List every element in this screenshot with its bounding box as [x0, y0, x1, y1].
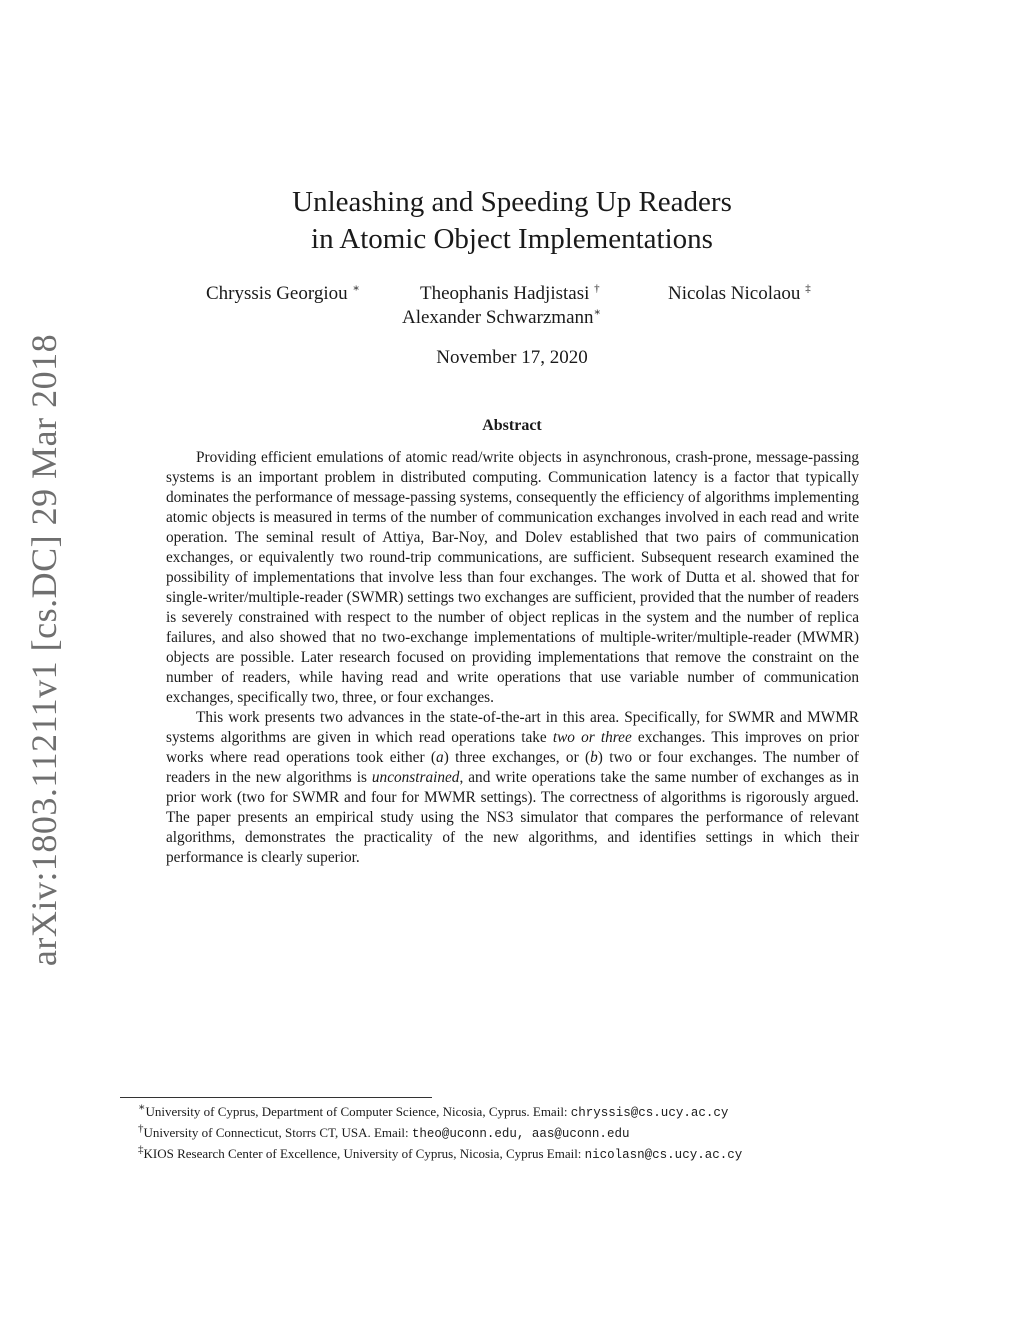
abstract-emphasis: unconstrained [371, 769, 460, 786]
abstract-text: ) three exchanges, or ( [443, 749, 591, 766]
footnote-text: University of Cyprus, Department of Computer Science, Nicosia, Cyprus. Email: [145, 1104, 571, 1119]
paper-date: November 17, 2020 [436, 347, 588, 368]
abstract-body [166, 448, 859, 868]
arxiv-identifier-stamp: arXiv:1803.11211v1 [cs.DC] 29 Mar 2018 [24, 333, 64, 967]
footnote-email[interactable]: theo@uconn.edu, aas@uconn.edu [411, 1127, 630, 1141]
author-name: Alexander Schwarzmann [402, 307, 594, 328]
footnote-email[interactable]: chryssis@cs.ucy.ac.cy [570, 1106, 729, 1120]
author-nicolaou [668, 283, 811, 305]
abstract-paragraph-1: Providing efficient emulations of atomic read/write objects in asynchronous, crash-prone, message-passing systems is an important problem in distributed computing. Communication latency is a factor that typically dominates the performance of message-passing systems, consequently the efficiency of algorithms implementing atomic objects is measured in terms of the number of communication exchanges involved in each read and write operation. The seminal result of Attiya, Bar-Noy, and Dolev established that two pairs of communication exchanges, or equivalently two round-trip communications, are sufficient. Subsequent research examined the possibility of implementations that involve less than four exchanges. The work of Dutta et al. showed that for single-writer/multiple-reader (SWMR) settings two exchanges are sufficient, provided that the number of readers is severely constrained with respect to the number of object replicas in the system and the number of replica failures, and also showed that no two-exchange implementations of multiple-writer/multiple-reader (MWMR) objects are possible. Later research focused on providing implementations that remove the constraint on the number of readers, while having read and write operations that use variable number of communication exchanges, specifically two, three, or four exchanges. [166, 449, 859, 706]
author-schwarzmann [402, 307, 601, 329]
author-affiliation-mark: † [594, 282, 600, 295]
abstract-text: This work presents two advances in the state-of-the-art in this area. Specifically, for SWMR and MWMR systems algorithms are given in which read operations take [166, 709, 859, 746]
abstract-emphasis: two or three [552, 729, 632, 746]
footnote-3 [138, 1144, 742, 1165]
author-name: Chryssis Georgiou [206, 283, 348, 304]
footnote-text: KIOS Research Center of Excellence, University of Cyprus, Nicosia, Cyprus Email: [143, 1146, 585, 1161]
footnote-text: University of Connecticut, Storrs CT, USA. Email: [143, 1125, 412, 1140]
footnote-2 [138, 1123, 742, 1144]
author-affiliation-mark: ∗ [593, 306, 601, 319]
footnotes [138, 1102, 742, 1165]
paper-title [0, 184, 1024, 258]
abstract-text: , and write operations take the same number of exchanges as in prior work (two for SWMR and four for MWMR settings). The correctness of algorithms is rigorously argued. The paper presents an empirical study using the NS3 simulator that compares the performance of relevant algorithms, demonstrates the practicality of the new algorithms, and identifies settings in which their performance is clearly superior. [166, 769, 859, 866]
footnote-1 [138, 1102, 742, 1123]
abstract-heading: Abstract [482, 417, 542, 434]
footnote-mark: † [138, 1122, 144, 1135]
title-line-1: Unleashing and Speeding Up Readers [292, 186, 732, 218]
author-affiliation-mark: ∗ [352, 282, 360, 295]
title-line-2: in Atomic Object Implementations [311, 223, 713, 255]
abstract-emphasis: b [590, 749, 598, 766]
footnote-divider [120, 1097, 432, 1098]
footnote-mark: ‡ [138, 1143, 144, 1156]
footnote-email[interactable]: nicolasn@cs.ucy.ac.cy [584, 1148, 743, 1162]
author-georgiou [206, 283, 360, 305]
abstract-text: exchanges. This improves on prior works where read operations took either ( [166, 729, 859, 766]
abstract-text: ) two or four exchanges. The number of readers in the new algorithms is [166, 749, 860, 786]
author-hadjistasi [420, 283, 600, 305]
abstract-paragraph-2 [166, 708, 859, 868]
author-name: Theophanis Hadjistasi [420, 283, 590, 304]
author-name: Nicolas Nicolaou [668, 283, 801, 304]
abstract-emphasis: a [436, 749, 444, 766]
author-affiliation-mark: ‡ [805, 282, 811, 295]
footnote-mark: ∗ [138, 1101, 146, 1114]
